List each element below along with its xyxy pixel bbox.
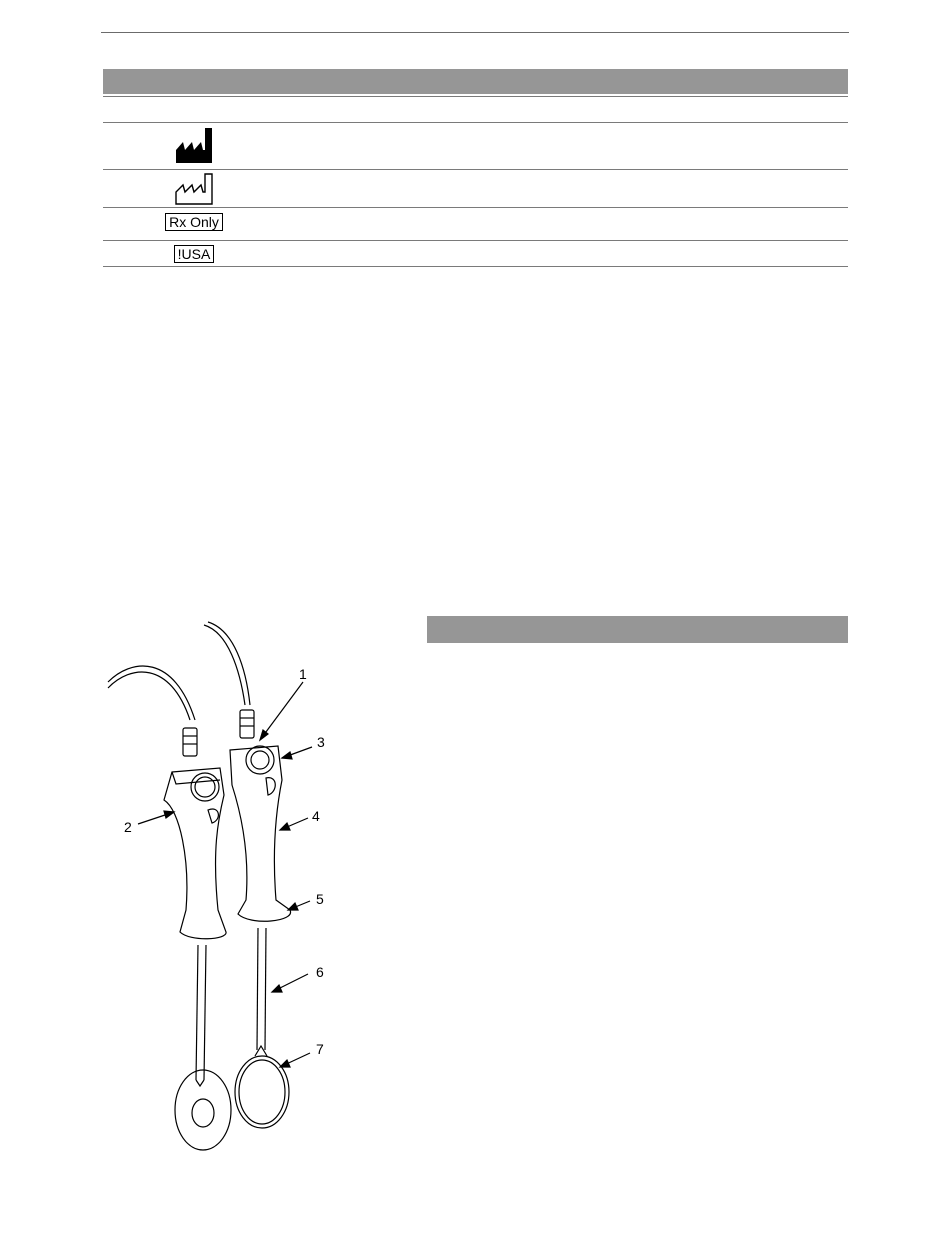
date-of-manufacture-icon: [172, 172, 216, 206]
callout-7: 7: [316, 1041, 324, 1057]
table-header-bar: [103, 69, 848, 94]
not-for-usa-icon: [160, 243, 228, 265]
right-probe-button: [246, 746, 274, 774]
rx-only-label: Rx Only: [165, 213, 223, 231]
right-probe-connector: [240, 710, 254, 738]
callout-6: 6: [316, 964, 324, 980]
callout-4: 4: [312, 808, 320, 824]
probe-illustration: [100, 610, 360, 1155]
callout-5: 5: [316, 891, 324, 907]
callout-2: 2: [124, 819, 132, 835]
section-header-bar: [427, 616, 848, 643]
table-row-divider: [103, 122, 848, 123]
table-row-divider: [103, 266, 848, 267]
header-rule: [101, 32, 849, 33]
left-probe-connector: [183, 728, 197, 756]
table-row-divider: [103, 96, 848, 97]
rx-only-icon: [160, 210, 228, 234]
right-probe-handle: [230, 746, 291, 921]
right-probe-cable: [204, 625, 245, 705]
left-probe-cable: [108, 672, 190, 720]
not-for-usa-label: !USA: [174, 245, 215, 263]
callout-1: 1: [299, 666, 307, 682]
left-probe-cable-outer: [108, 666, 195, 720]
table-row-divider: [103, 240, 848, 241]
table-row-divider: [103, 169, 848, 170]
manufacturer-icon: [172, 126, 216, 164]
callout-3: 3: [317, 734, 325, 750]
table-row-divider: [103, 207, 848, 208]
